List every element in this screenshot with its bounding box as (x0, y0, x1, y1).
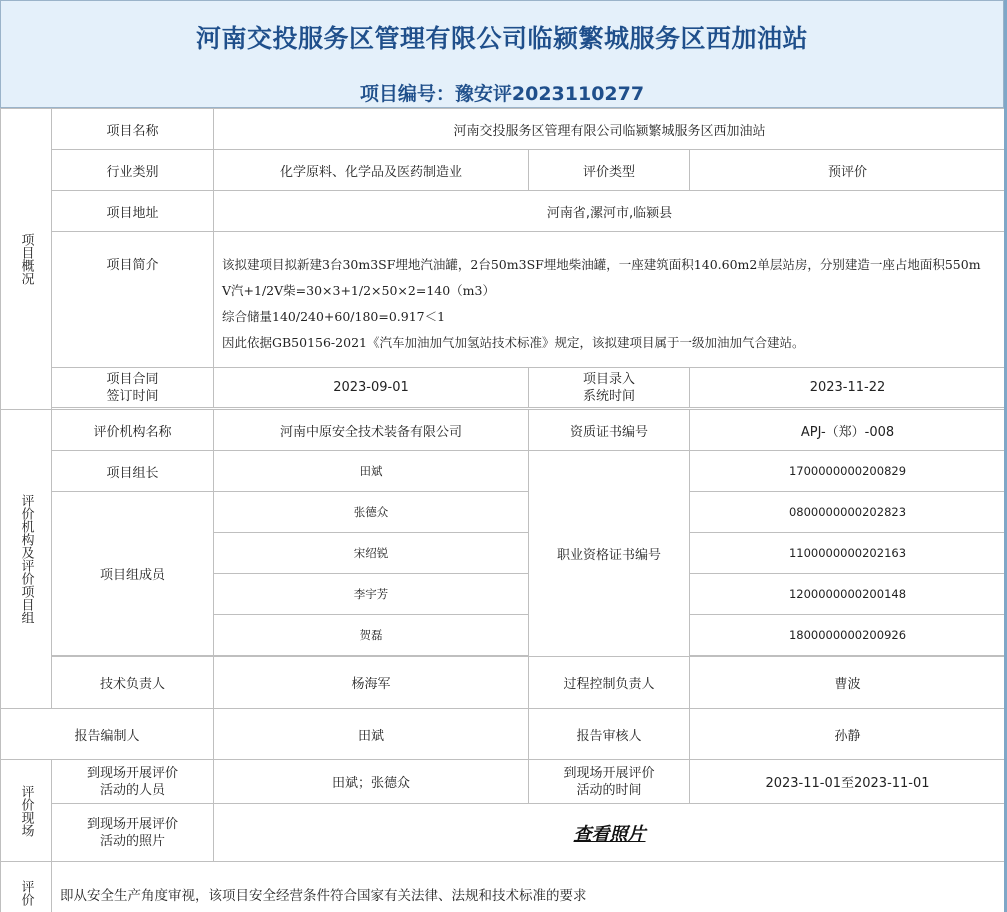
person-cert: 1200000000200148 (690, 574, 1006, 615)
brief-line: 该拟建项目拟新建3台30m3SF埋地汽油罐，2台50m3SF埋地柴油罐，一座建筑面积140.60m2单层站房，分别建造一座占地面积550m (222, 257, 981, 272)
site-time-value: 2023-11-01至2023-11-01 (690, 760, 1006, 804)
row-industry (1, 150, 1006, 191)
tech-lead-value: 杨海军 (214, 657, 529, 709)
site-time-label (529, 760, 690, 804)
address-value: 河南省,漯河市,临颍县 (214, 191, 1006, 232)
site-persons-label-line1: 到现场开展评价 (86, 765, 178, 781)
qual-cert-label: 职业资格证书编号 (529, 451, 690, 657)
section-org (1, 410, 52, 709)
section-conclusion (1, 862, 52, 912)
process-lead-label: 过程控制负责人 (529, 657, 690, 709)
row-conclusion (1, 862, 1006, 912)
site-persons-label-line2: 活动的人员 (99, 782, 165, 798)
eval-type-value: 预评价 (690, 150, 1006, 191)
cert-label: 资质证书编号 (529, 410, 690, 451)
brief-line: 因此依据GB50156-2021《汽车加油加气加氢站技术标准》规定，该拟建项目属于一级加油加气合建站。 (222, 335, 805, 350)
agency-label: 评价机构名称 (52, 410, 214, 451)
person-name: 田斌 (214, 451, 529, 492)
project-name-label: 项目名称 (52, 109, 214, 150)
row-member (1, 492, 1006, 533)
row-dates (1, 368, 1006, 408)
contract-label-line2: 签订时间 (106, 388, 159, 404)
project-code: 项目编号：豫安评2023110277 (359, 83, 645, 105)
conclusion-text: 即从安全生产角度审视，该项目安全经营条件符合国家有关法律、法规和技术标准的要求 (52, 862, 1006, 912)
section-overview-label: 项目概况 (18, 233, 34, 285)
members-label: 项目组成员 (52, 492, 214, 656)
person-cert: 1100000000202163 (690, 533, 1006, 574)
section-org-label: 评价机构及评价项目组 (18, 494, 34, 624)
person-name: 贺磊 (214, 615, 529, 656)
row-site-persons (1, 760, 1006, 804)
entry-label-line1: 项目录入 (582, 371, 635, 387)
brief-label: 项目简介 (52, 232, 214, 368)
site-persons-value: 田斌；张德众 (214, 760, 529, 804)
entry-label-line2: 系统时间 (582, 388, 635, 404)
row-project-name (1, 109, 1006, 150)
report-reviewer-label: 报告审核人 (529, 709, 690, 760)
report-header (0, 0, 1004, 108)
contract-label-line1: 项目合同 (106, 371, 159, 387)
row-tech (1, 657, 1006, 709)
section-site (1, 760, 52, 862)
section-conclusion-label: 评价 (18, 880, 34, 906)
contract-time-label (52, 368, 214, 408)
row-site-photos (1, 804, 1006, 862)
section-site-label: 评价现场 (18, 784, 34, 837)
site-photos-cell (214, 804, 1006, 862)
report-reviewer-value: 孙静 (690, 709, 1006, 760)
person-cert: 1700000000200829 (690, 451, 1006, 492)
industry-label: 行业类别 (52, 150, 214, 191)
person-cert: 0800000000202823 (690, 492, 1006, 533)
site-photos-label-line2: 活动的照片 (99, 833, 165, 849)
info-table (0, 108, 1006, 912)
entry-time-value: 2023-11-22 (690, 368, 1006, 408)
brief-line: V汽+1/2V柴=30×3+1/2×50×2=140（m3） (222, 283, 495, 298)
leader-label: 项目组长 (52, 451, 214, 492)
row-address (1, 191, 1006, 232)
row-leader (1, 451, 1006, 492)
cert-value: APJ-（郑）-008 (690, 410, 1006, 451)
brief-line: 综合储量140/240+60/180=0.917＜1 (222, 309, 446, 324)
brief-value (214, 232, 1006, 368)
section-overview (1, 109, 52, 410)
person-name: 宋绍锐 (214, 533, 529, 574)
site-persons-label (52, 760, 214, 804)
view-photos-link[interactable]: 查看照片 (573, 823, 646, 845)
report-author-value: 田斌 (214, 709, 529, 760)
contract-time-value: 2023-09-01 (214, 368, 529, 408)
person-name: 张德众 (214, 492, 529, 533)
project-name-value: 河南交投服务区管理有限公司临颍繁城服务区西加油站 (214, 109, 1006, 150)
site-time-label-line1: 到现场开展评价 (563, 765, 655, 781)
eval-type-label: 评价类型 (529, 150, 690, 191)
industry-value: 化学原料、化学品及医药制造业 (214, 150, 529, 191)
person-name: 李宇芳 (214, 574, 529, 615)
site-photos-label (52, 804, 214, 862)
page-title: 河南交投服务区管理有限公司临颍繁城服务区西加油站 (195, 24, 808, 53)
site-photos-label-line1: 到现场开展评价 (86, 816, 178, 832)
report-author-label: 报告编制人 (1, 709, 214, 760)
row-report (1, 709, 1006, 760)
person-cert: 1800000000200926 (690, 615, 1006, 656)
process-lead-value: 曹波 (690, 657, 1006, 709)
row-brief (1, 232, 1006, 368)
tech-lead-label: 技术负责人 (52, 657, 214, 709)
entry-time-label (529, 368, 690, 408)
address-label: 项目地址 (52, 191, 214, 232)
agency-value: 河南中原安全技术装备有限公司 (214, 410, 529, 451)
row-agency (1, 410, 1006, 451)
site-time-label-line2: 活动的时间 (576, 782, 642, 798)
